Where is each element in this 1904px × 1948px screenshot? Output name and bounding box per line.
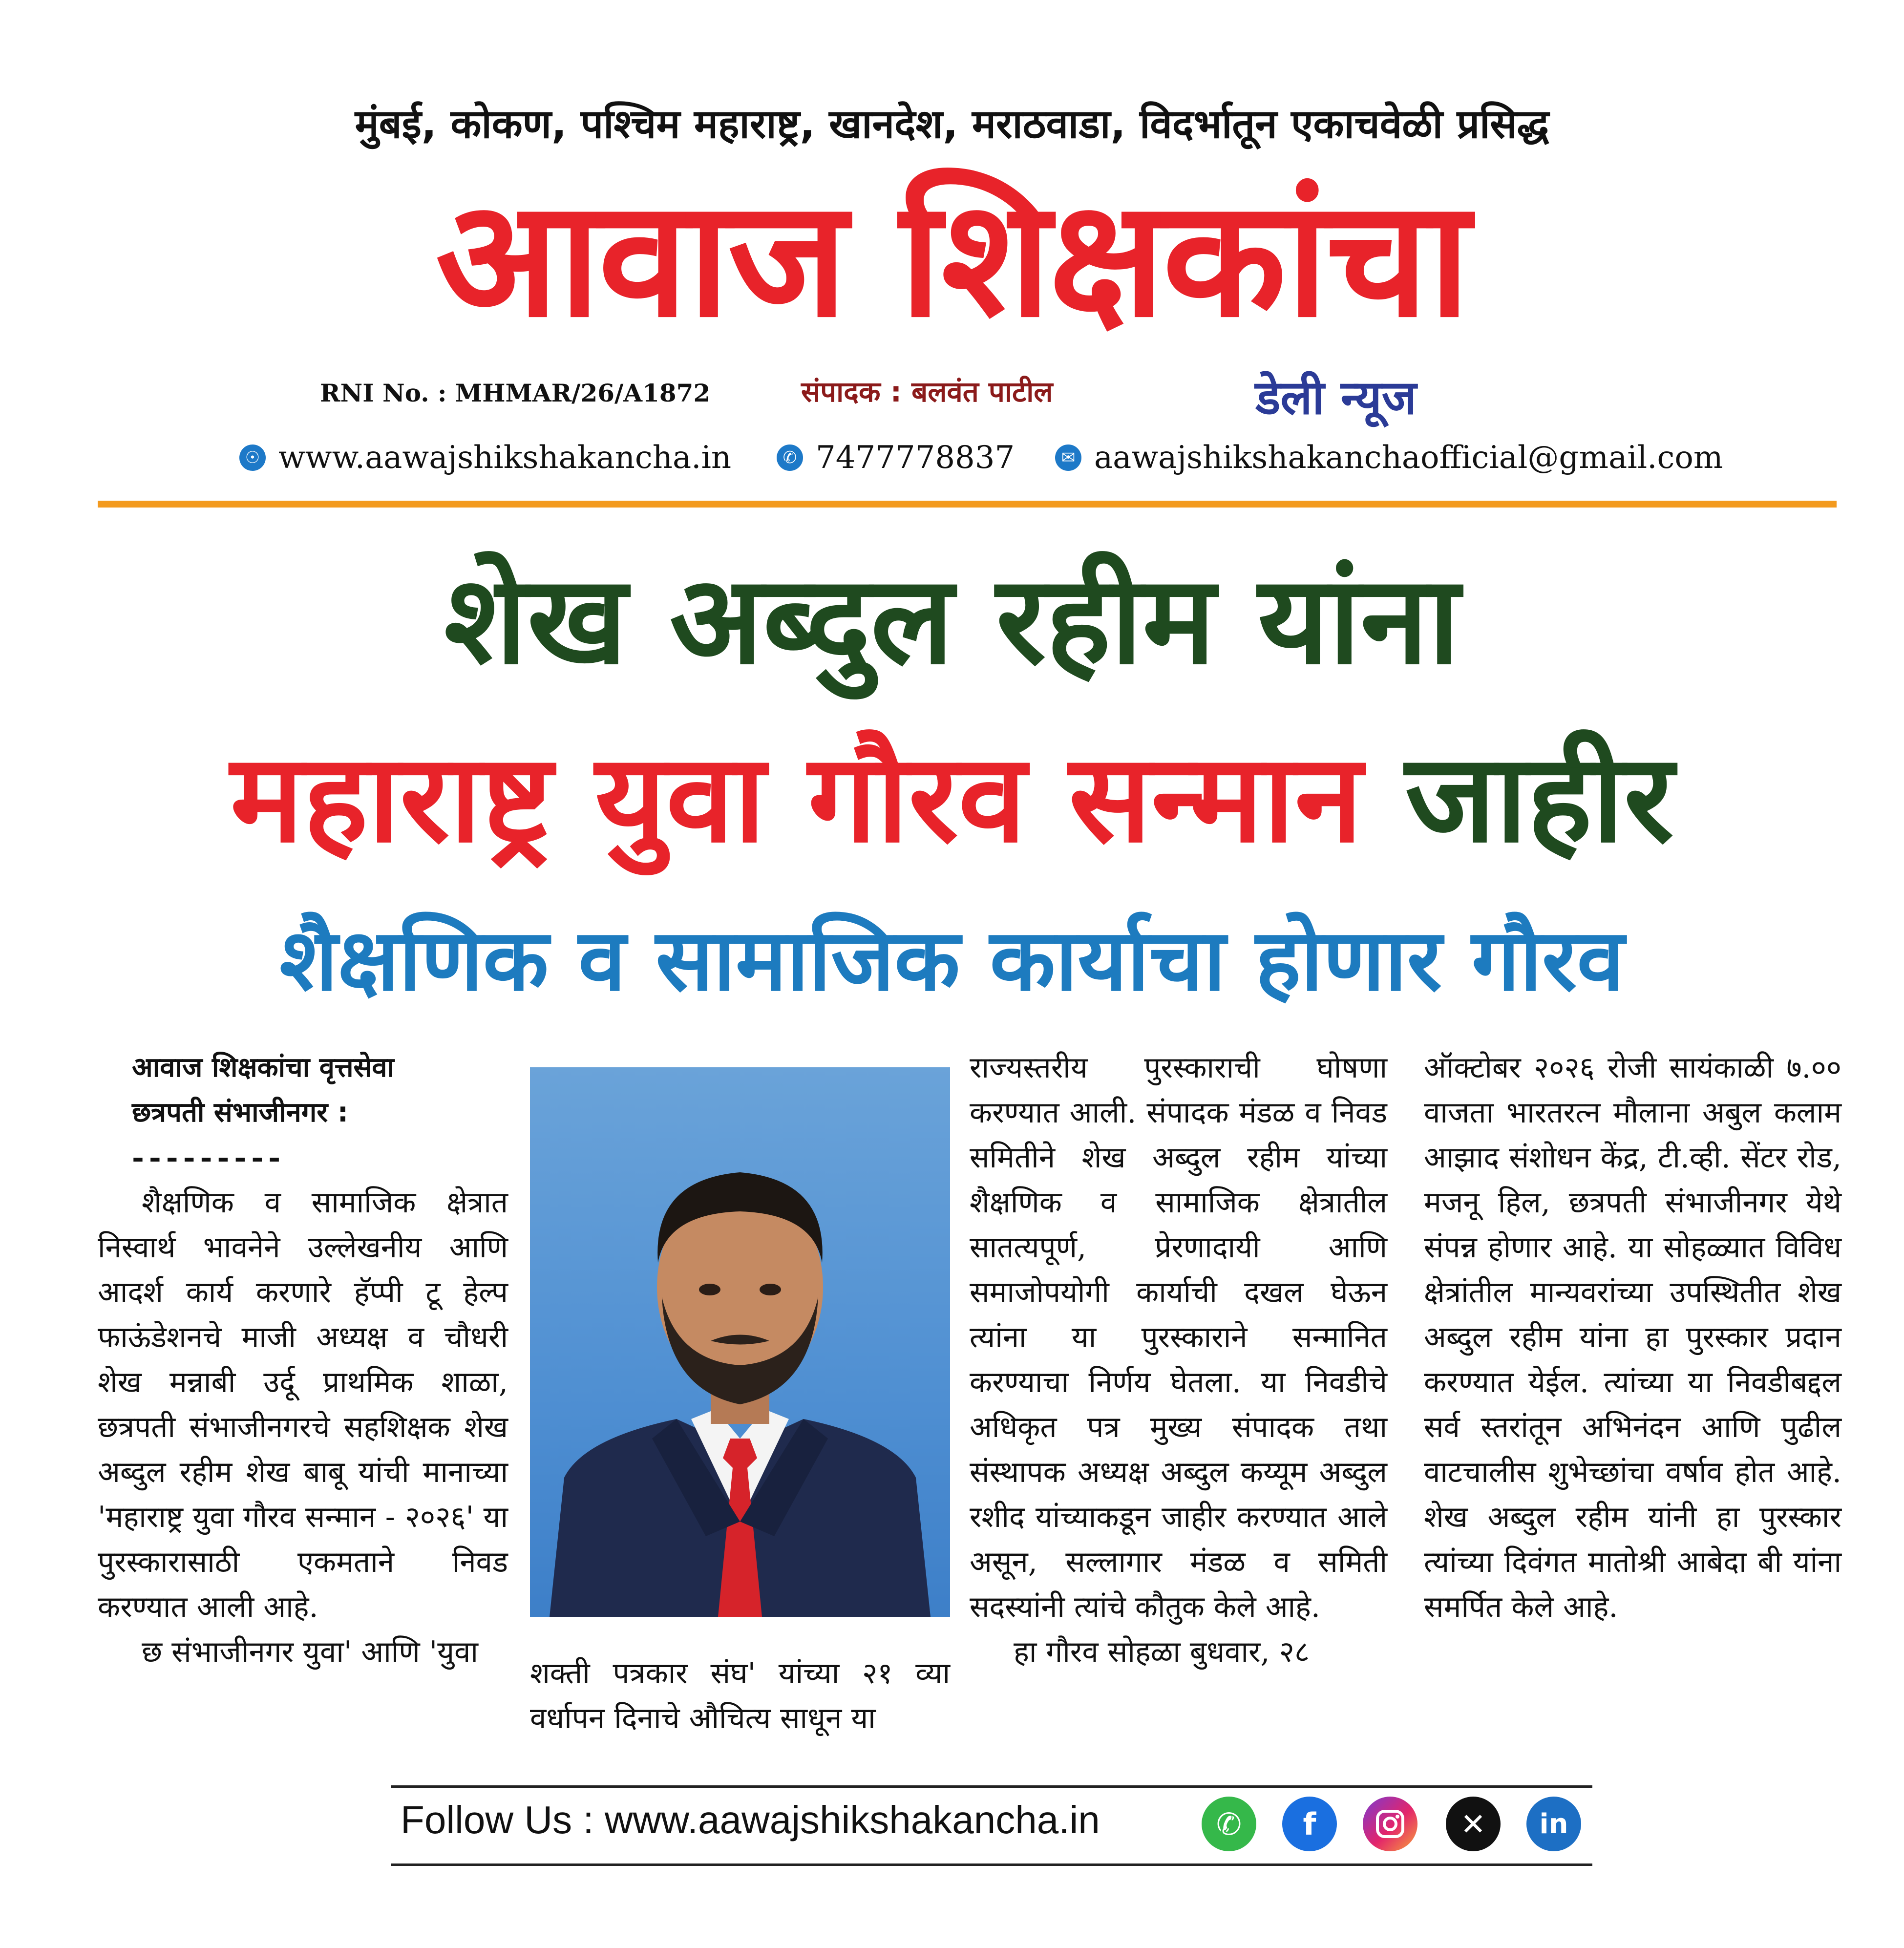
mail-icon: ✉ (1055, 445, 1081, 471)
contact-phone[interactable] (777, 440, 1015, 476)
article-paragraph: छ संभाजीनगर युवा' आणि 'युवा (142, 1635, 478, 1669)
whatsapp-icon[interactable]: ✆ (1202, 1797, 1256, 1851)
article-paragraph: राज्यस्तरीय पुरस्काराची घोषणा करण्यात आली. संपादक मंडळ व निवड समितीने शेख अब्दुल रहीम यांच्या शैक्षणिक व सामाजिक क्षेत्रातील सातत्यपूर्ण, प्रेरणादायी आणि समाजोपयोगी कार्याची दखल घेऊन त्यांना या पुरस्काराने सन्मानित करण्याचा निर्णय घेतला. या निवडीचे अधिकृत पत्र मुख्य संपादक तथा संस्थापक अध्यक्ष अब्दुल कय्यूम अब्दुल रशीद यांच्याकडून जाहीर करण्यात आले असून, सल्लागार मंडळ व समिती सदस्यांनी त्यांचे कौतुक केले आहे. (970, 1051, 1387, 1624)
footer-divider-bottom (391, 1863, 1592, 1866)
dateline-separator: --------- (132, 1141, 286, 1175)
x-icon[interactable]: ✕ (1446, 1797, 1501, 1851)
portrait-photo (530, 1067, 950, 1617)
dateline-service: आवाज शिक्षकांचा वृत्तसेवा (132, 1052, 395, 1083)
headline-announced: जाहीर (1405, 727, 1674, 869)
email-text: aawajshikshakanchaofficial@gmail.com (1094, 440, 1723, 476)
headline-award-name: महाराष्ट्र युवा गौरव सन्मान (230, 727, 1363, 869)
facebook-icon[interactable]: f (1282, 1797, 1337, 1851)
article-paragraph: ऑक्टोबर २०२६ रोजी सायंकाळी ७.०० वाजता भारतरत्न मौलाना अबुल कलाम आझाद संशोधन केंद्र, टी.व्ही. सेंटर रोड, मजनू हिल, छत्रपती संभाजीनगर येथे संपन्न होणार आहे. या सोहळ्यात विविध क्षेत्रांतील मान्यवरांच्या उपस्थितीत शेख अब्दुल रहीम यांना हा पुरस्कार प्रदान करण्यात येईल. त्यांच्या या निवडीबद्दल सर्व स्तरांतून अभिनंदन आणि पुढील वाटचालीस शुभेच्छांचा वर्षाव होत आहे. शेख अब्दुल रहीम यांनी हा पुरस्कार त्यांच्या दिवंगत मातोश्री आबेदा बी यांना समर्पित केले आहे. (1424, 1051, 1841, 1624)
globe-icon: ☉ (239, 445, 266, 471)
headline-line-2 (0, 711, 1904, 877)
contact-website[interactable] (239, 440, 731, 476)
editor-credit: संपादक : बलवंत पाटील (801, 375, 1053, 408)
portrait-illustration (530, 1067, 950, 1617)
edition-label: डेली न्यूज (1255, 370, 1417, 425)
article-paragraph: हा गौरव सोहळा बुधवार, २८ (1014, 1635, 1310, 1669)
header-divider (98, 501, 1837, 508)
phone-text: 7477778837 (816, 440, 1015, 476)
linkedin-icon[interactable]: in (1526, 1797, 1581, 1851)
article-paragraph: शक्ती पत्रकार संघ' यांच्या २१ व्या वर्धापन दिनाचे औचित्य साधून या (530, 1656, 950, 1736)
headline-line-1: शेख अब्दुल रहीम यांना (444, 549, 1460, 691)
rni-number: RNI No. : MHMAR/26/A1872 (320, 379, 711, 407)
follow-us-text[interactable]: Follow Us : www.aawajshikshakancha.in (401, 1798, 1100, 1842)
article-column-1 (98, 1045, 508, 1674)
article-column-2 (530, 1651, 950, 1741)
article-column-3 (970, 1045, 1387, 1674)
website-text: www.aawajshikshakancha.in (278, 440, 732, 476)
article-column-4 (1424, 1045, 1841, 1630)
instagram-icon[interactable] (1363, 1797, 1417, 1851)
article-paragraph: शैक्षणिक व सामाजिक क्षेत्रात निस्वार्थ भावनेने उल्लेखनीय आणि आदर्श कार्य करणारे हॅप्पी टू हेल्प फाऊंडेशनचे माजी अध्यक्ष व चौधरी शेख मन्नाबी उर्दू प्राथमिक शाळा, छत्रपती संभाजीनगरचे सहशिक्षक शेख अब्दुल रहीम शेख बाबू यांची मानाच्या 'महाराष्ट्र युवा गौरव सन्मान - २०२६' या पुरस्कारासाठी एकमताने निवड करण्यात आली आहे. (98, 1186, 508, 1624)
newspaper-masthead: आवाज शिक्षकांचा (435, 165, 1469, 353)
dateline-place: छत्रपती संभाजीनगर : (132, 1097, 349, 1128)
footer-divider-top (391, 1785, 1592, 1788)
subheadline: शैक्षणिक व सामाजिक कार्याचा होणार गौरव (279, 911, 1625, 1010)
edition-tagline: मुंबई, कोकण, पश्चिम महाराष्ट्र, खानदेश, मराठवाडा, विदर्भातून एकाचवेळी प्रसिद्ध (355, 101, 1549, 148)
contact-email[interactable] (1055, 440, 1723, 476)
phone-icon: ✆ (777, 445, 803, 471)
